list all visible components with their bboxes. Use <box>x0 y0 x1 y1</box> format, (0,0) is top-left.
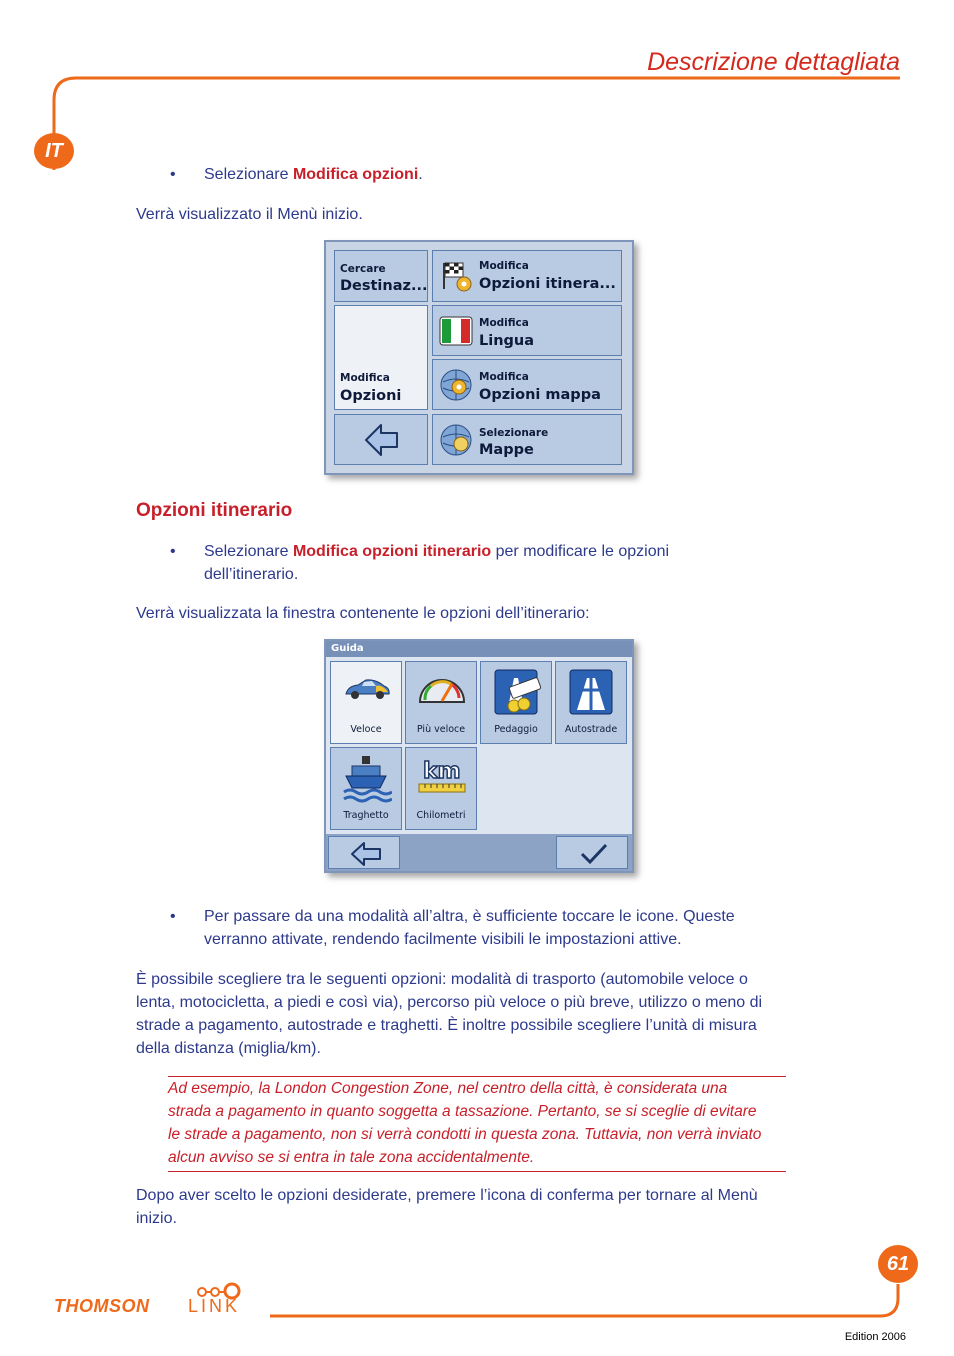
brand-thomson: THOMSON <box>54 1296 150 1316</box>
car-icon <box>342 668 392 708</box>
tile-modifica-opzioni-itinerario[interactable]: Modifica Opzioni itinera... <box>432 250 622 302</box>
confirm-button[interactable] <box>556 836 628 869</box>
ferry-icon <box>342 754 392 804</box>
motorway-icon <box>567 668 617 718</box>
back-button[interactable] <box>334 414 428 465</box>
menu-screenshot <box>324 240 634 475</box>
speedometer-icon <box>417 668 467 708</box>
page-header-title: Descrizione dettagliata <box>647 48 900 76</box>
section-heading: Opzioni itinerario <box>136 500 293 521</box>
tile-modifica-opzioni-mappa[interactable]: Modifica Opzioni mappa <box>432 359 622 410</box>
step1-text: Selezionare Modifica opzioni. <box>204 166 423 183</box>
step2-text: Selezionare Modifica opzioni itinerario per modificare le opzioni dell’itinerario. <box>204 543 670 583</box>
bullet: • <box>170 543 176 560</box>
globe-gear-icon <box>439 368 473 402</box>
paragraph-1: Verrà visualizzato il Menù inizio. <box>136 206 363 223</box>
header-frame <box>0 0 954 180</box>
option-veloce[interactable]: Veloce <box>330 661 402 744</box>
route-options-screenshot <box>324 639 634 873</box>
paragraph-2: Verrà visualizzata la finestra contenente le opzioni dell’itinerario: <box>136 605 590 622</box>
option-traghetto[interactable]: Traghetto <box>330 747 402 830</box>
tile-cercare-destinazione[interactable]: Cercare Destinaz... <box>334 250 428 302</box>
km-ruler-icon <box>417 754 467 800</box>
back-arrow-icon <box>363 422 401 458</box>
window-title: Guida <box>326 641 632 657</box>
note-box: Ad esempio, la London Congestion Zone, nel centro della città, è considerata una strada a pagamento in quanto soggetta a tassazione. Pertanto, se si sceglie di evitare le strade a pagamento, non si verrà condotti in questa zona. Tuttavia, non verrà inviato alcun avviso se si entra in tale zona accidentalmente. <box>168 1076 786 1172</box>
paragraph-3: È possibile scegliere tra le seguenti opzioni: modalità di trasporto (automobile veloce o lenta, motocicletta, a piedi e così via), percorso più veloce o più breve, utilizzo o meno di strade a pagamento, autostrade e traghetti. È inoltre possibile scegliere l’unità di misura della distanza (miglia/km). <box>136 971 763 1057</box>
option-piu-veloce[interactable]: Più veloce <box>405 661 477 744</box>
svg-text:km: km <box>423 759 461 784</box>
page-number-badge: 61 <box>878 1245 918 1283</box>
step3-text: Per passare da una modalità all’altra, è sufficiente toccare le icone. Queste verranno attivate, rendendo facilmente visibili le impostazioni attive. <box>204 908 735 948</box>
italian-flag-icon <box>439 314 473 348</box>
checkmark-icon <box>579 841 609 867</box>
language-badge: IT <box>34 133 74 169</box>
brand-link: LINK <box>188 1296 241 1316</box>
edition-label: Edition 2006 <box>844 1331 906 1343</box>
thomson-link-logo <box>54 1282 269 1326</box>
back-button[interactable] <box>328 836 400 869</box>
paragraph-4: Dopo aver scelto le opzioni desiderate, premere l’icona di conferma per tornare al Menù inizio. <box>136 1187 758 1227</box>
option-chilometri[interactable]: km Chilometri <box>405 747 477 830</box>
back-arrow-icon <box>349 840 383 868</box>
tile-selezionare-mappe[interactable]: Selezionare Mappe <box>432 414 622 465</box>
globe-map-icon <box>439 423 473 457</box>
toll-road-icon <box>492 668 542 718</box>
tile-modifica-lingua[interactable]: Modifica Lingua <box>432 305 622 356</box>
option-pedaggio[interactable]: Pedaggio <box>480 661 552 744</box>
bullet: • <box>170 166 176 183</box>
bullet: • <box>170 908 176 925</box>
tile-modifica-opzioni-selected[interactable]: Modifica Opzioni <box>334 305 428 410</box>
checkered-flag-icon <box>439 259 473 293</box>
option-autostrade[interactable]: Autostrade <box>555 661 627 744</box>
